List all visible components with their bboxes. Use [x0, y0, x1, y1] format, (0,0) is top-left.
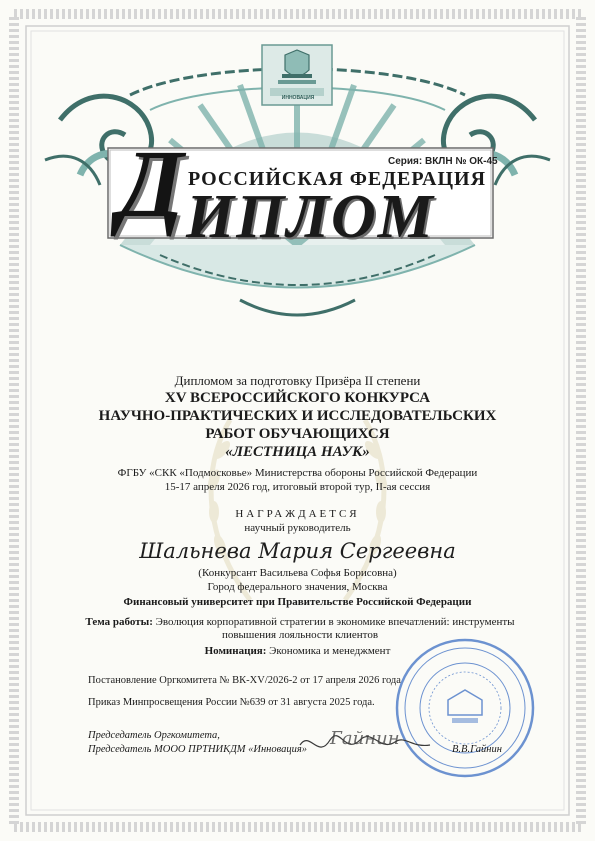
organizer: ФГБУ «СКК «Подмосковье» Министерства обороны Российской Федерации	[117, 467, 478, 479]
signature: Гайнин	[330, 728, 400, 749]
chair-line-2: Председатель МООО ПРТНИКДМ «Инновация»	[88, 744, 308, 755]
topic-line-2: повышения лояльности клиентов	[221, 629, 379, 641]
award-line-3: НАУЧНО-ПРАКТИЧЕСКИХ И ИССЛЕДОВАТЕЛЬСКИХ	[98, 408, 497, 424]
contestant: (Конкурсант Васильева Софья Борисовна)	[198, 567, 397, 579]
official-stamp	[397, 640, 533, 776]
recipient-name: Шальнева Мария Сергеевна	[139, 539, 456, 563]
award-line-1: Дипломом за подготовку Призёра II степени	[174, 373, 421, 388]
country-title: РОССИЙСКАЯ ФЕДЕРАЦИЯ	[188, 168, 487, 190]
decree-1: Постановление Оргкомитета № ВК-XV/2026-2 от 17 апреля 2026 года	[88, 675, 401, 686]
award-line-4: РАБОТ ОБУЧАЮЩИХСЯ	[205, 426, 390, 442]
university: Финансовый университет при Правительстве Российской Федерации	[123, 596, 472, 608]
recipient-role: научный руководитель	[244, 522, 351, 534]
dates: 15-17 апреля 2026 год, итоговый второй тур, II-ая сессия	[164, 481, 431, 493]
topic-block	[70, 616, 530, 642]
award-line-5: «ЛЕСТНИЦА НАУК»	[225, 444, 370, 460]
nomination-value: Экономика и менеджмент	[269, 645, 391, 657]
topic-label: Тема работы:	[85, 616, 153, 628]
chair-line-1: Председатель Оргкомитета,	[88, 730, 220, 741]
topic-line-1: Эволюция корпоративной стратегии в экономике впечатлений: инструменты	[155, 616, 515, 628]
emblem-caption: ИННОВАЦИЯ	[281, 95, 315, 101]
awarded-label: НАГРАЖДАЕТСЯ	[235, 508, 360, 520]
nomination-block	[0, 645, 595, 657]
diploma-title: ИПЛОМ	[186, 183, 435, 251]
series-number: Серия: ВКЛН № ОК-45	[388, 156, 498, 167]
title-initial: Д	[118, 130, 184, 237]
award-line-2: XV ВСЕРОССИЙСКОГО КОНКУРСА	[164, 390, 431, 406]
signer-name: В.В.Гайнин	[452, 744, 502, 755]
city: Город федерального значения, Москва	[207, 581, 388, 593]
nomination-label: Номинация:	[204, 645, 267, 657]
decree-2: Приказ Минпросвещения России №639 от 31 августа 2025 года.	[88, 697, 375, 708]
